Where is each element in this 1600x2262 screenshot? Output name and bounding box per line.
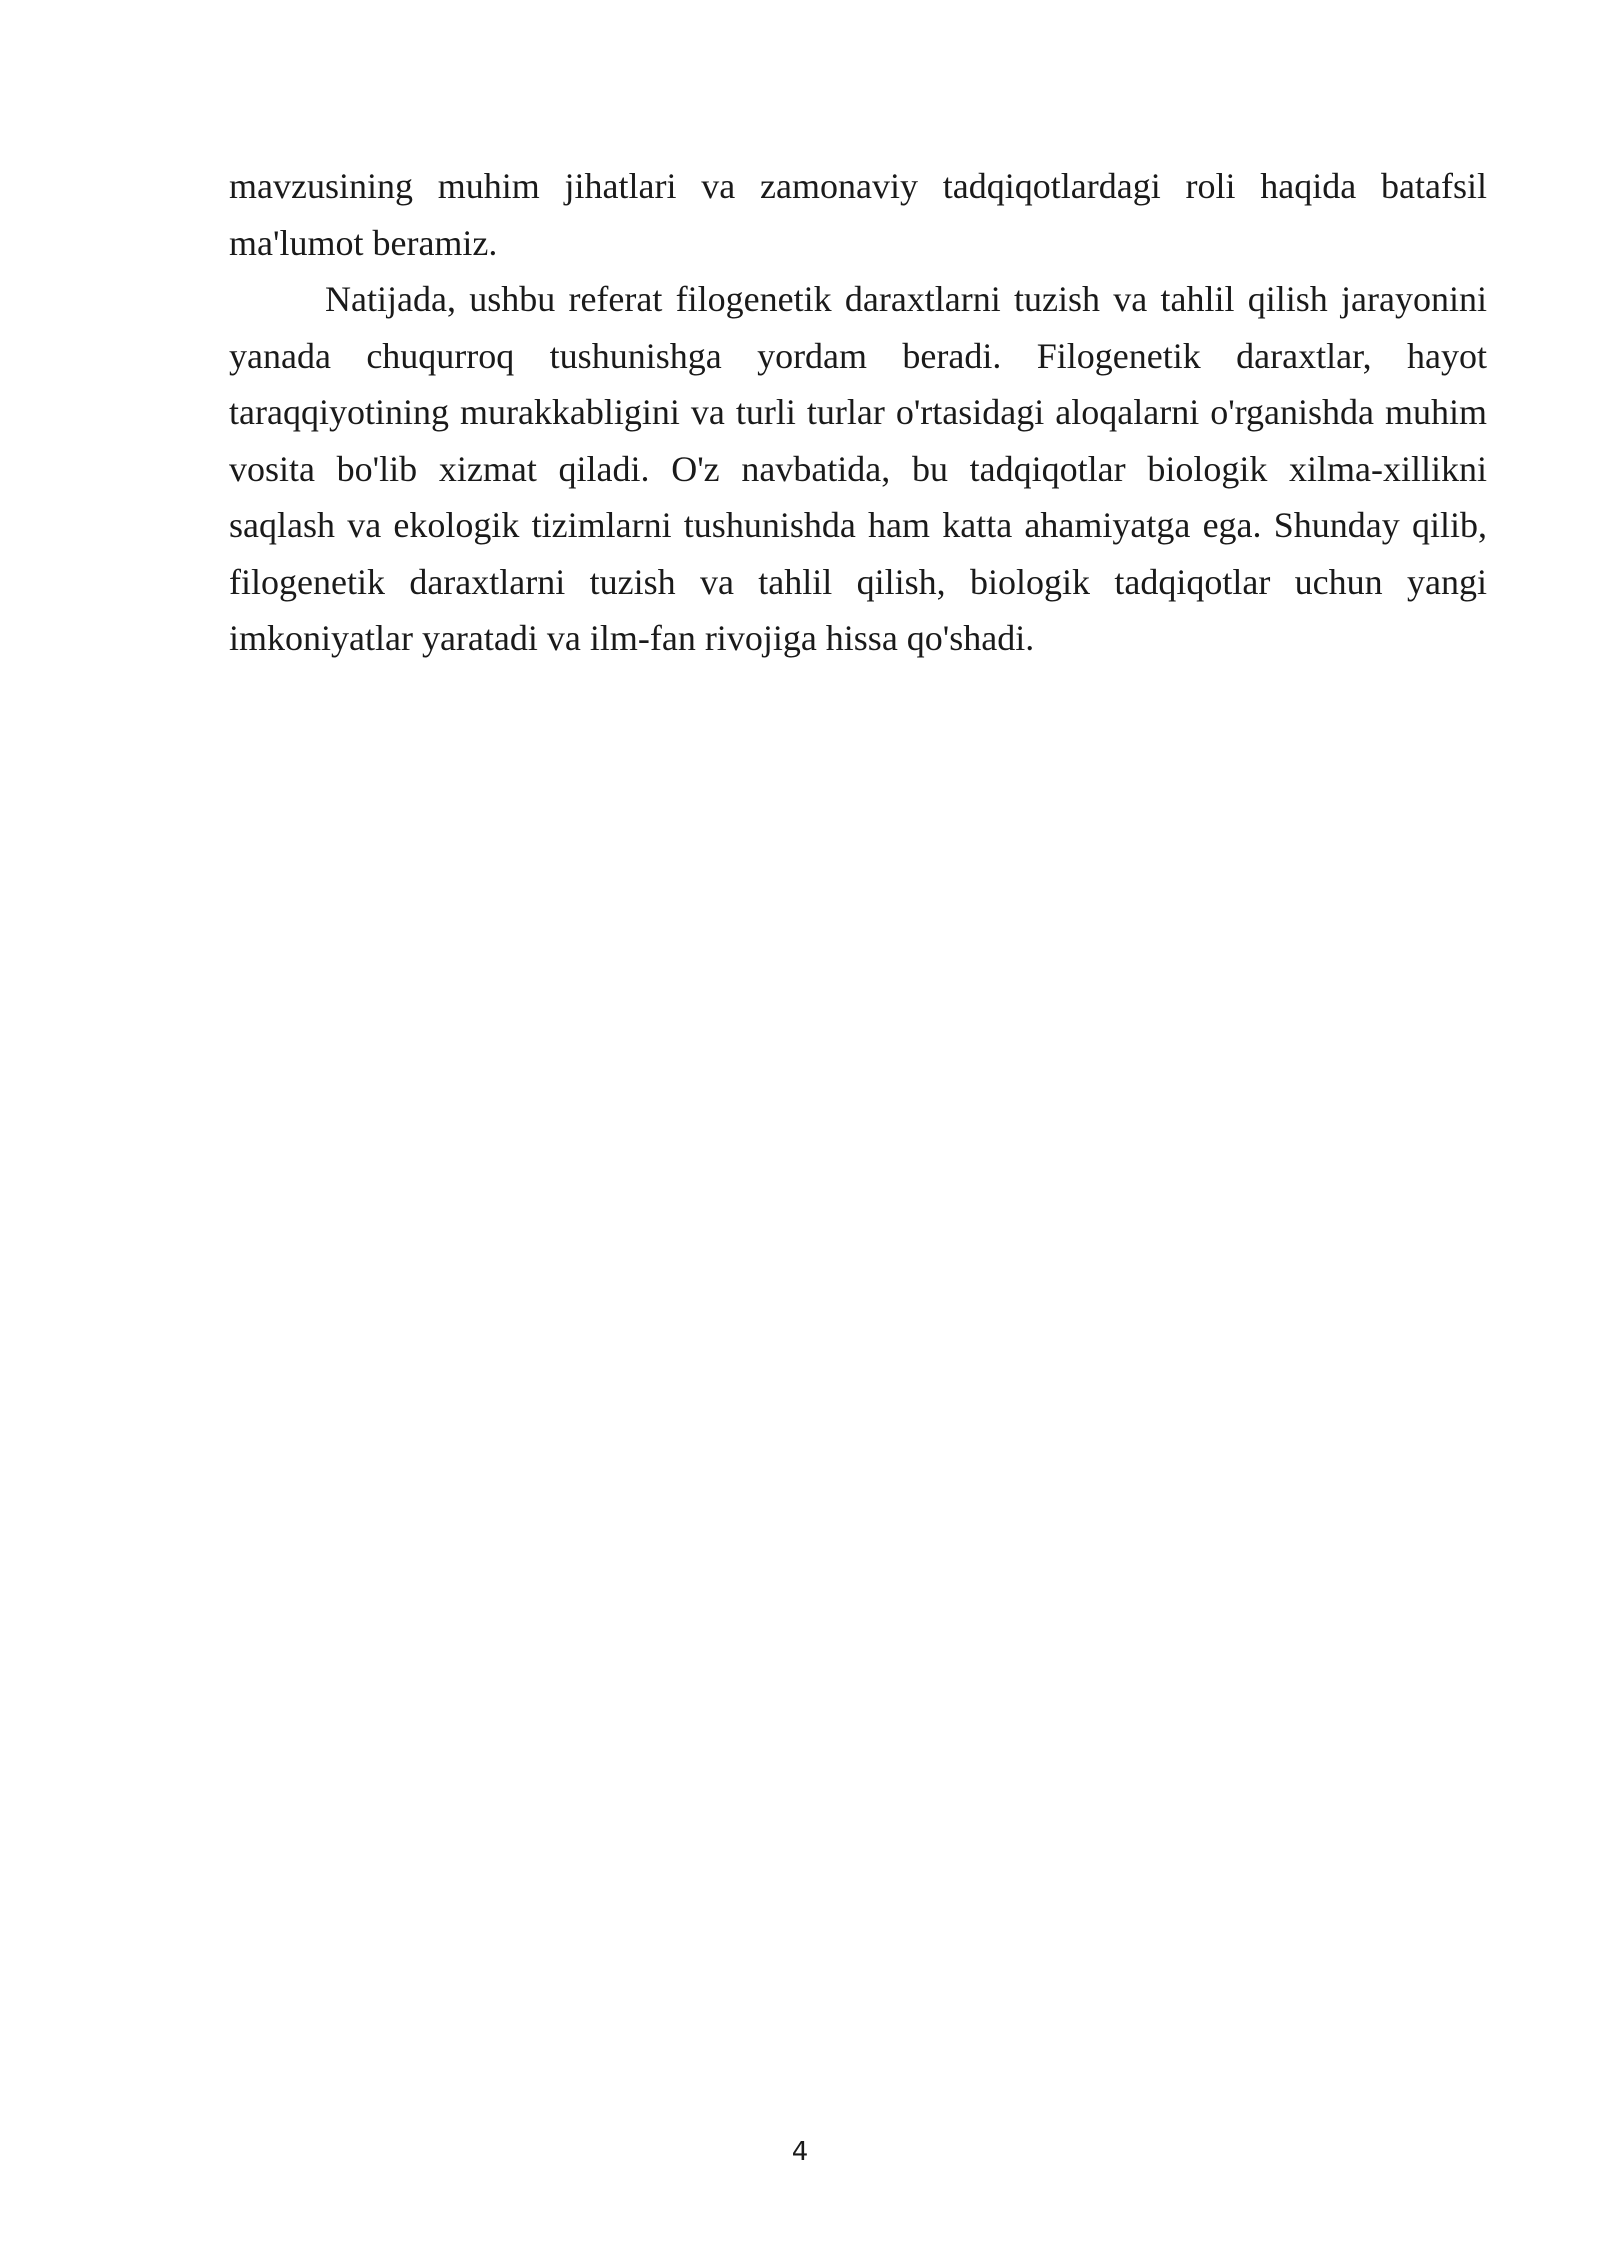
body-text <box>229 158 1487 667</box>
paragraph-continuation: mavzusining muhim jihatlari va zamonaviy tadqiqotlardagi roli haqida batafsil ma'lumot beramiz. <box>229 166 1487 263</box>
paragraph-conclusion: Natijada, ushbu referat filogenetik daraxtlarni tuzish va tahlil qilish jarayonini yanada chuqurroq tushunishga yordam beradi. Filogenetik daraxtlar, hayot taraqqiyotining murakkabligini va turli turlar o'rtasidagi aloqalarni o'rganishda muhim vosita bo'lib xizmat qiladi. O'z navbatida, bu tadqiqotlar biologik xilma-xillikni saqlash va ekologik tizimlarni tushunishda ham katta ahamiyatga ega. Shunday qilib, filogenetik daraxtlarni tuzish va tahlil qilish, biologik tadqiqotlar uchun yangi imkoniyatlar yaratadi va ilm-fan rivojiga hissa qo'shadi. <box>229 279 1487 658</box>
page-number: 4 <box>791 2137 809 2167</box>
